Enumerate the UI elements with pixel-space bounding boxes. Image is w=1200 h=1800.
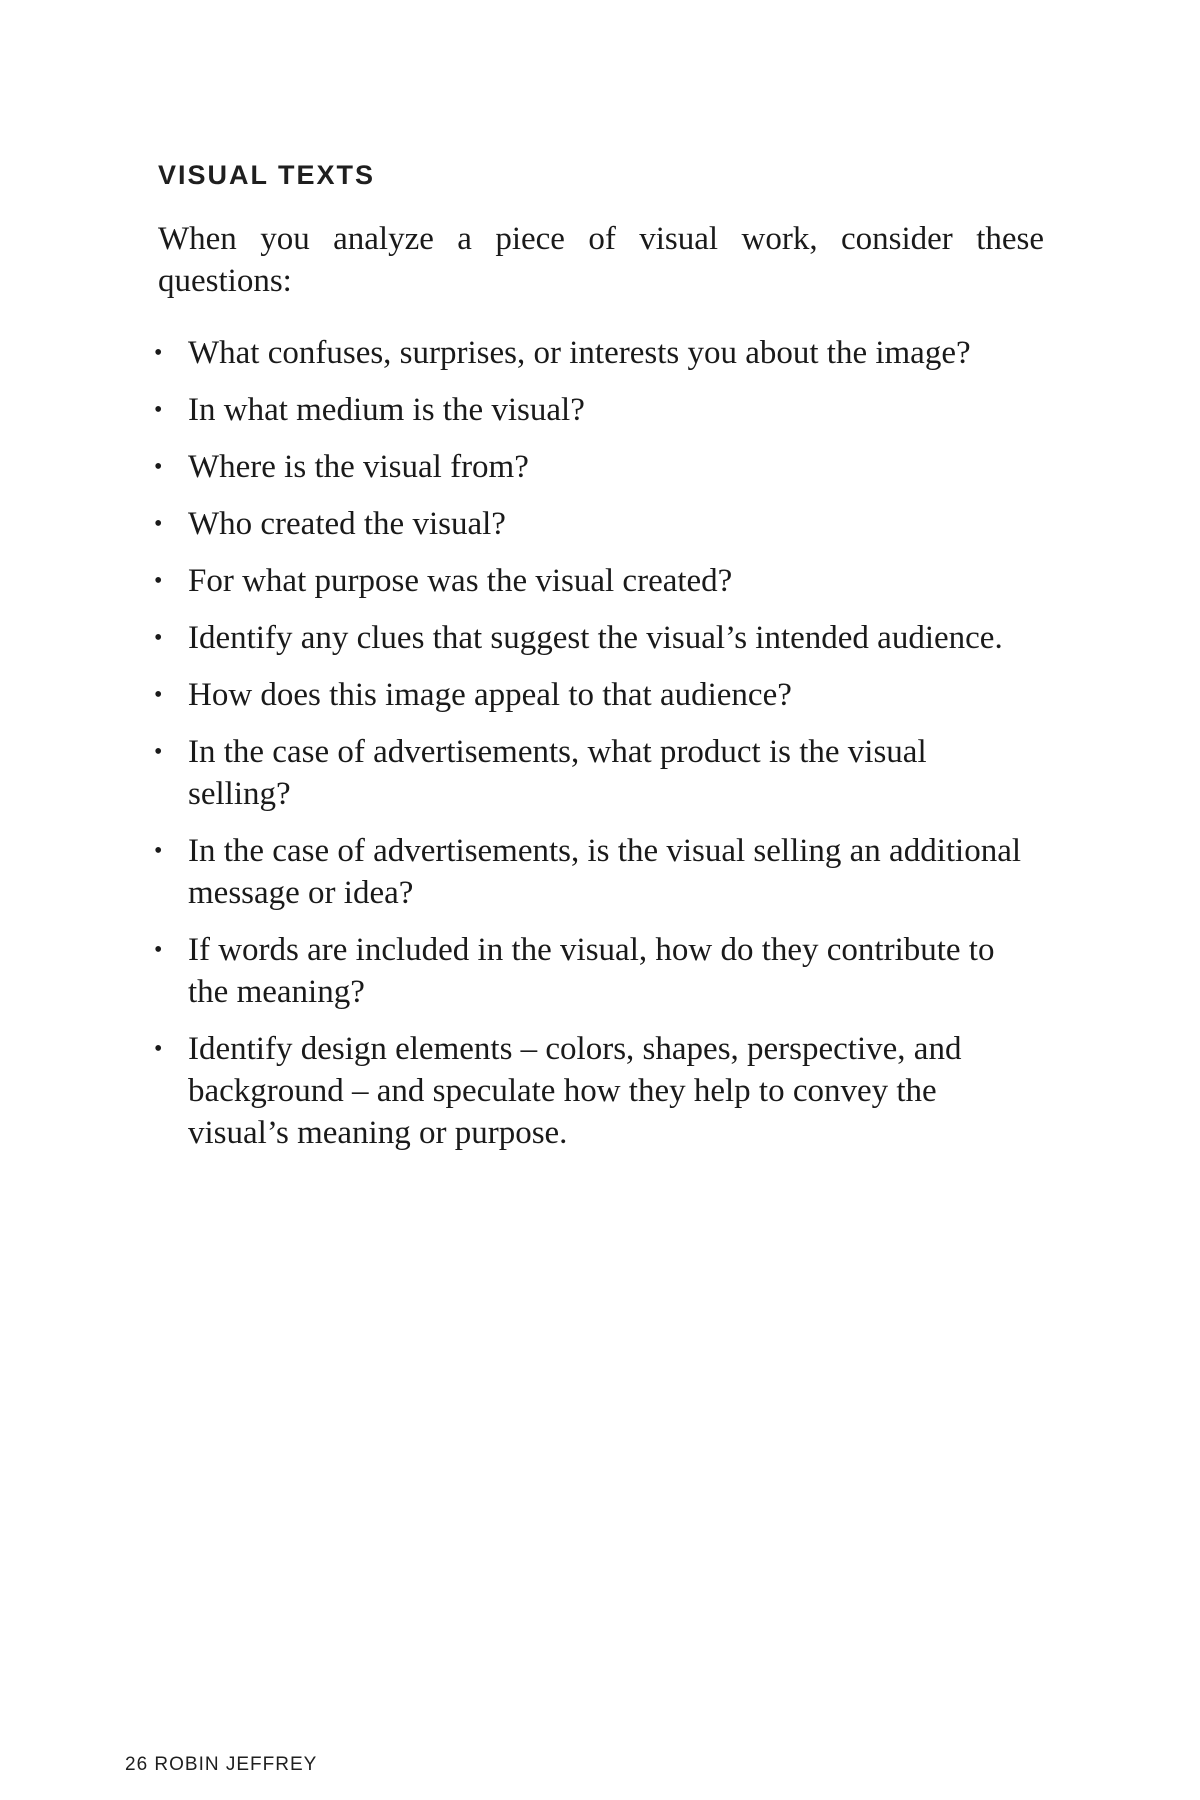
list-item-text: For what purpose was the visual created? bbox=[188, 563, 733, 599]
list-item-text: Who created the visual? bbox=[188, 506, 506, 542]
list-item-text: Where is the visual from? bbox=[188, 449, 529, 485]
bullet-icon: • bbox=[154, 682, 163, 708]
list-item-text: In what medium is the visual? bbox=[188, 392, 585, 428]
bullet-icon: • bbox=[154, 454, 163, 480]
bullet-icon: • bbox=[154, 1036, 163, 1062]
list-item bbox=[150, 617, 1030, 659]
intro-paragraph: When you analyze a piece of visual work, consider these questions: bbox=[158, 221, 1044, 299]
list-item bbox=[150, 503, 1030, 545]
list-item-text: What confuses, surprises, or interests you about the image? bbox=[188, 335, 971, 371]
list-item bbox=[150, 446, 1030, 488]
list-item bbox=[150, 1028, 1030, 1154]
section-heading: VISUAL TEXTS bbox=[158, 160, 376, 190]
list-item bbox=[150, 332, 1030, 374]
list-item-text: Identify design elements – colors, shapes, perspective, and background – and speculate how they help to convey the visual’s meaning or purpose. bbox=[188, 1031, 962, 1151]
list-item-text: In the case of advertisements, is the visual selling an additional message or idea? bbox=[188, 833, 1022, 911]
list-item bbox=[150, 560, 1030, 602]
list-item bbox=[150, 674, 1030, 716]
list-item-text: Identify any clues that suggest the visual’s intended audience. bbox=[188, 620, 1003, 656]
bullet-icon: • bbox=[154, 568, 163, 594]
list-item bbox=[150, 929, 1030, 1013]
bullet-icon: • bbox=[154, 838, 163, 864]
list-item-text: In the case of advertisements, what product is the visual selling? bbox=[188, 734, 927, 812]
bullet-icon: • bbox=[154, 511, 163, 537]
question-list bbox=[150, 332, 1030, 1169]
list-item bbox=[150, 389, 1030, 431]
list-item-text: How does this image appeal to that audience? bbox=[188, 677, 792, 713]
bullet-icon: • bbox=[154, 739, 163, 765]
bullet-icon: • bbox=[154, 397, 163, 423]
page-number: 26 bbox=[125, 1754, 149, 1775]
list-item bbox=[150, 830, 1030, 914]
list-item-text: If words are included in the visual, how do they contribute to the meaning? bbox=[188, 932, 995, 1010]
running-author: ROBIN JEFFREY bbox=[154, 1754, 318, 1775]
bullet-icon: • bbox=[154, 937, 163, 963]
page-footer bbox=[125, 1754, 317, 1776]
bullet-icon: • bbox=[154, 340, 163, 366]
list-item bbox=[150, 731, 1030, 815]
bullet-icon: • bbox=[154, 625, 163, 651]
